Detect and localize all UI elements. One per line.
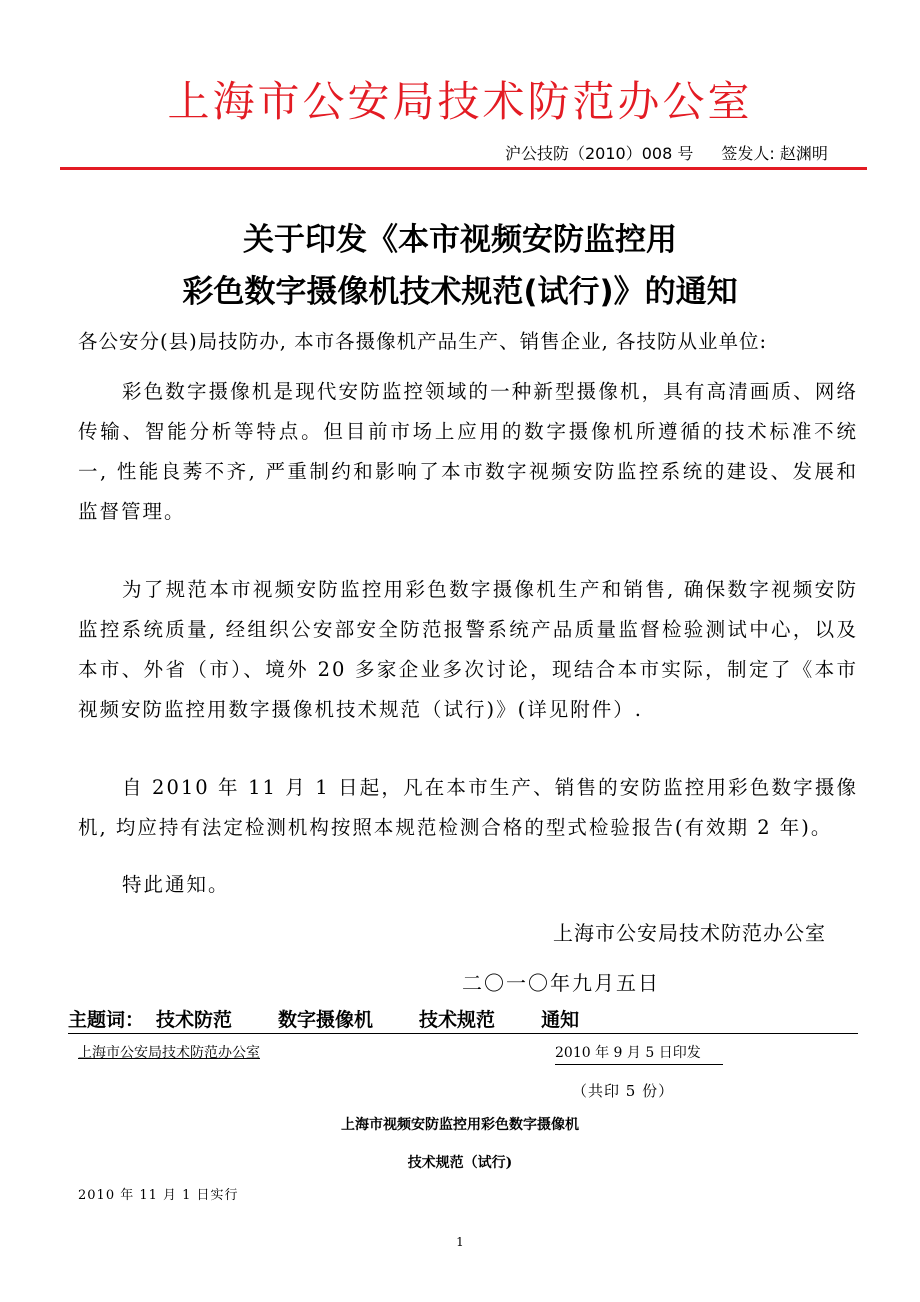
keywords-label: 主题词：	[68, 1009, 145, 1031]
red-divider-line	[60, 167, 867, 170]
print-issuer: 上海市公安局技术防范办公室	[78, 1045, 260, 1061]
print-date: 2010 年 9 月 5 日印发	[555, 1043, 723, 1065]
notice-title-line-2: 彩色数字摄像机技术规范(试行)》的通知	[182, 274, 738, 310]
notice-title-line-1: 关于印发《本市视频安防监控用	[243, 222, 677, 258]
keyword-item: 通知	[541, 1009, 580, 1031]
closing-line: 特此通知。	[122, 873, 230, 896]
document-number: 沪公技防（2010）008 号	[505, 144, 694, 163]
implementation-date: 2010 年 11 月 1 日实行	[78, 1188, 239, 1203]
issuing-office-header: 上海市公安局技术防范办公室	[167, 77, 753, 126]
keyword-item: 技术防范	[156, 1009, 233, 1031]
addressee-line: 各公安分(县)局技防办, 本市各摄像机产品生产、销售企业, 各技防从业单位:	[78, 330, 768, 353]
body-paragraph-1: 彩色数字摄像机是现代安防监控领域的一种新型摄像机，具有高清画质、网络传输、智能分析等特点。但目前市场上应用的数字摄像机所遵循的技术标准不统一, 性能良莠不齐, 严重制约和影响了本市数字视频安防监控系统的建设、发展和监督管理。	[78, 380, 858, 523]
signing-office: 上海市公安局技术防范办公室	[553, 921, 826, 945]
page-number: 1	[456, 1235, 464, 1249]
annex-title-line-2: 技术规范（试行)	[407, 1155, 513, 1171]
document-number-line	[505, 144, 828, 164]
annex-title-line-1: 上海市视频安防监控用彩色数字摄像机	[341, 1117, 579, 1133]
subject-keywords	[68, 1006, 858, 1034]
body-paragraph-2: 为了规范本市视频安防监控用彩色数字摄像机生产和销售, 确保数字视频安防监控系统质量, 经组织公安部安全防范报警系统产品质量监督检验测试中心，以及本市、外省（市）、境外 20 多家企业多次讨论，现结合本市实际，制定了《本市视频安防监控用数字摄像机技术规范（试行)》(详见附件）.	[78, 578, 858, 721]
copies-count: （共印 5 份）	[572, 1082, 675, 1100]
signer: 签发人: 赵渊明	[721, 144, 828, 163]
keyword-item: 数字摄像机	[278, 1009, 374, 1031]
keyword-item: 技术规范	[419, 1009, 496, 1031]
body-paragraph-3: 自 2010 年 11 月 1 日起，凡在本市生产、销售的安防监控用彩色数字摄像机, 均应持有法定检测机构按照本规范检测合格的型式检验报告(有效期 2 年)。	[78, 776, 858, 839]
footer-divider-line	[68, 1033, 858, 1034]
signing-date: 二〇一〇年九月五日	[462, 971, 660, 995]
